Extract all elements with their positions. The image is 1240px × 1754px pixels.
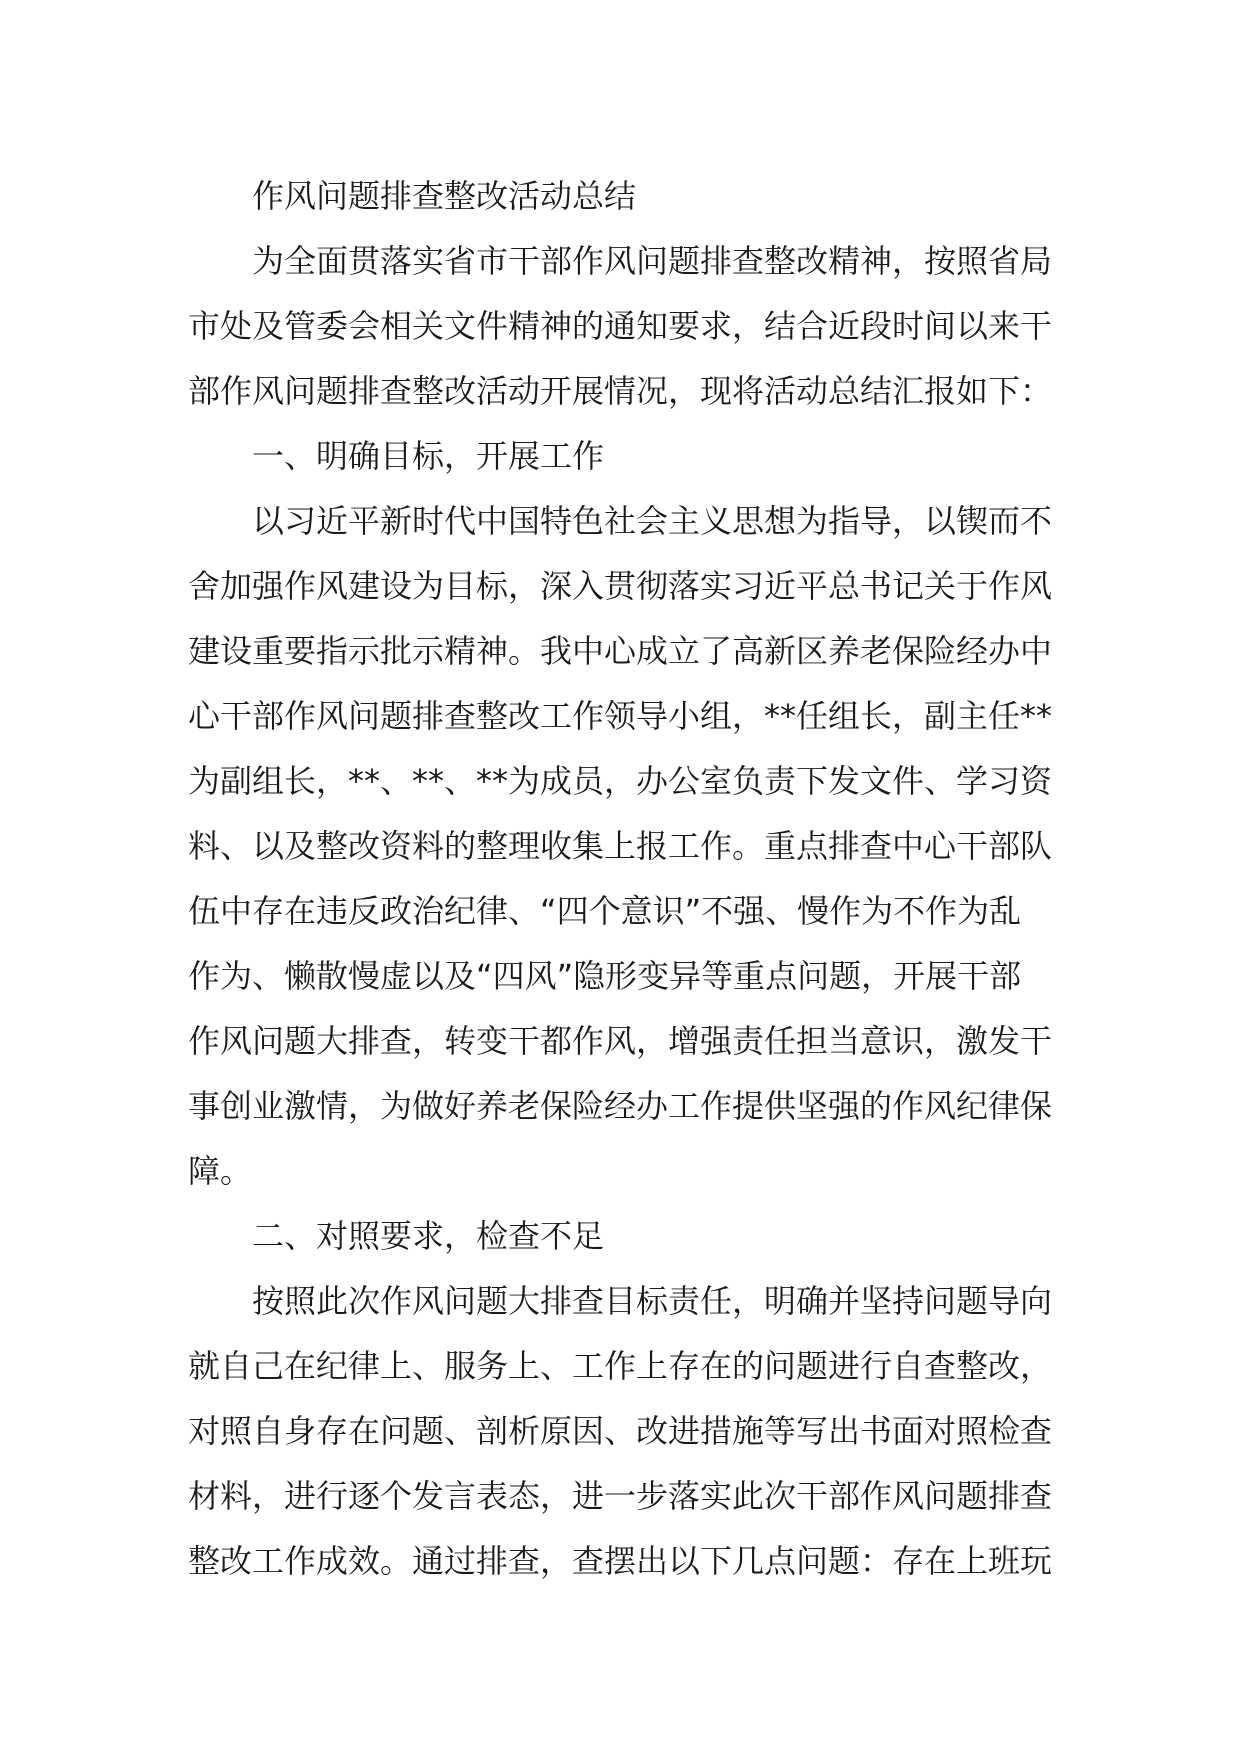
section-2-heading: 二、对照要求，检查不足 [252, 1217, 605, 1255]
section-2-line: 就自己在纪律上、服务上、工作上存在的问题进行自查整改， [188, 1347, 1053, 1385]
section-1-heading: 一、明确目标，开展工作 [252, 437, 605, 475]
section-1-line: 舍加强作风建设为目标，深入贯彻落实习近平总书记关于作风 [188, 567, 1053, 605]
section-2-line: 整改工作成效。通过排查，查摆出以下几点问题：存在上班玩 [188, 1542, 1053, 1580]
section-1-line: 建设重要指示批示精神。我中心成立了高新区养老保险经办中 [188, 632, 1053, 670]
section-1-line: 伍中存在违反政治纪律、“四个意识”不强、慢作为不作为乱 [188, 892, 1022, 930]
section-2-line: 材料，进行逐个发言表态，进一步落实此次干部作风问题排查 [188, 1477, 1053, 1515]
section-1-line: 为副组长，**、**、**为成员，办公室负责下发文件、学习资 [188, 762, 1053, 800]
document-title: 作风问题排查整改活动总结 [252, 177, 637, 215]
section-1-line: 料、以及整改资料的整理收集上报工作。重点排查中心干部队 [188, 827, 1053, 865]
section-1-line: 以习近平新时代中国特色社会主义思想为指导，以锲而不 [252, 502, 1053, 540]
section-2-line: 对照自身存在问题、剖析原因、改进措施等写出书面对照检查 [188, 1412, 1053, 1450]
intro-line: 市处及管委会相关文件精神的通知要求，结合近段时间以来干 [188, 307, 1053, 345]
intro-line: 为全面贯落实省市干部作风问题排查整改精神，按照省局 [252, 242, 1053, 280]
section-2-line: 按照此次作风问题大排查目标责任，明确并坚持问题导向 [252, 1282, 1053, 1320]
section-1-line: 作为、懒散慢虚以及“四风”隐形变异等重点问题，开展干部 [188, 957, 1022, 995]
section-1-line: 事创业激情，为做好养老保险经办工作提供坚强的作风纪律保 [188, 1087, 1053, 1125]
section-1-line: 障。 [188, 1152, 253, 1190]
section-1-line: 心干部作风问题排查整改工作领导小组，**任组长，副主任** [188, 697, 1053, 735]
section-1-line: 作风问题大排查，转变干都作风，增强责任担当意识，激发干 [188, 1022, 1053, 1060]
document-page [188, 164, 1060, 1594]
intro-line: 部作风问题排查整改活动开展情况，现将活动总结汇报如下： [188, 372, 1053, 410]
